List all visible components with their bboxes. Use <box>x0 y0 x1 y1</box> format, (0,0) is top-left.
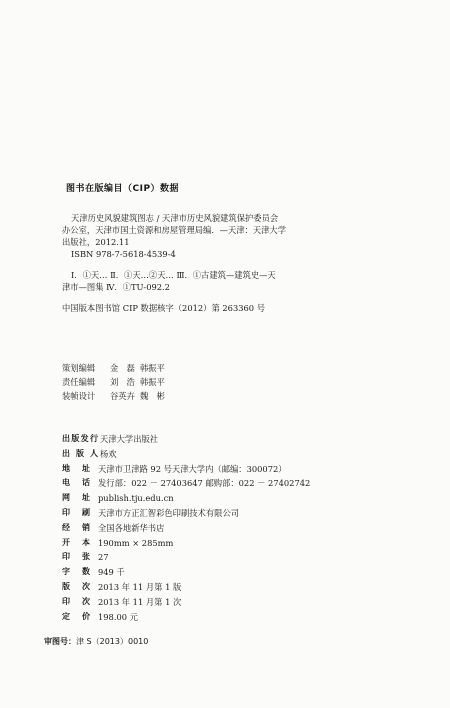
info-value: 杨欢 <box>100 448 117 459</box>
info-value: 2013 年 11 月第 1 版 <box>98 581 182 592</box>
info-row-words <box>62 565 310 580</box>
map-approval-number <box>44 636 148 647</box>
info-row-edition <box>62 580 310 595</box>
info-row-price <box>62 610 310 625</box>
publication-info <box>62 432 310 624</box>
info-row-printer <box>62 506 310 521</box>
info-value: 天津市方正汇智彩色印刷技术有限公司 <box>98 507 240 518</box>
editor-row <box>62 389 165 403</box>
info-label: 印 张 <box>62 552 90 562</box>
info-label: 地 址 <box>62 463 90 473</box>
info-row-publisher <box>62 432 310 447</box>
info-row-sheets <box>62 550 310 565</box>
info-value: 天津市卫津路 92 号天津大学内（邮编：300072） <box>98 463 287 474</box>
approval-label: 审图号： <box>44 637 76 646</box>
editor-name: 金 磊 <box>110 363 135 373</box>
cip-record <box>62 212 392 293</box>
info-value: 发行部：022 － 27403647 邮购部：022 － 27402742 <box>98 478 311 489</box>
editor-name: 韩振平 <box>140 377 165 387</box>
info-label: 出 版 发 行 <box>62 434 98 443</box>
info-label: 经 销 <box>62 522 90 532</box>
info-row-printing <box>62 595 310 610</box>
cip-isbn: ISBN 978-7-5618-4539-4 <box>71 249 176 259</box>
editor-role: 策划编辑 <box>62 363 96 373</box>
cip-title-line-3: 出版社，2012.11 <box>62 237 130 247</box>
editor-name: 韩振平 <box>140 363 165 373</box>
editor-credits <box>62 361 165 403</box>
info-row-distributor <box>62 521 310 536</box>
info-label: 出 版 人 <box>62 448 98 458</box>
editor-name: 谷英卉 <box>110 391 135 401</box>
info-label: 字 数 <box>62 567 90 577</box>
info-row-address <box>62 462 310 477</box>
cip-heading: 图书在版编目（CIP）数据 <box>66 184 180 194</box>
info-value: publish.tju.edu.cn <box>98 493 174 504</box>
editor-name: 刘 浩 <box>110 377 135 387</box>
cip-classification-2: 津市—图集 Ⅳ．①TU-092.2 <box>62 282 170 292</box>
info-value: 全国各地新华书店 <box>98 522 165 533</box>
cip-data-number: 中国版本图书馆 CIP 数据核字（2012）第 263360 号 <box>62 303 265 313</box>
info-row-phone <box>62 476 310 491</box>
approval-value: 津 S（2013）0010 <box>76 637 149 646</box>
info-value: 190mm × 285mm <box>98 537 174 548</box>
cip-title-line: 天津历史风貌建筑图志 / 天津市历史风貌建筑保护委员会 <box>71 213 279 223</box>
info-value: 27 <box>98 552 109 563</box>
editor-name: 魏 彬 <box>140 391 165 401</box>
info-value: 天津大学出版社 <box>100 434 159 444</box>
info-row-website <box>62 491 310 506</box>
info-label: 电 话 <box>62 478 90 488</box>
info-value: 2013 年 11 月第 1 次 <box>98 596 182 607</box>
info-label: 印 次 <box>62 596 90 606</box>
info-label: 版 次 <box>62 581 90 591</box>
cip-classification: Ⅰ．①天… Ⅱ．①天…②天… Ⅲ．①古建筑—建筑史—天 <box>71 270 276 280</box>
info-row-publisher-person <box>62 447 310 462</box>
cip-title-line-2: 办公室，天津市国土资源和房屋管理局编．—天津：天津大学 <box>62 225 287 235</box>
editor-role: 责任编辑 <box>62 377 96 387</box>
info-value: 949 千 <box>98 567 125 578</box>
editor-row <box>62 361 165 375</box>
info-value: 198.00 元 <box>98 611 138 622</box>
info-label: 网 址 <box>62 493 90 503</box>
editor-row <box>62 375 165 389</box>
info-row-format <box>62 536 310 551</box>
info-label: 印 刷 <box>62 507 90 517</box>
editor-role: 装帧设计 <box>62 391 96 401</box>
info-label: 定 价 <box>62 611 90 621</box>
info-label: 开 本 <box>62 537 90 547</box>
